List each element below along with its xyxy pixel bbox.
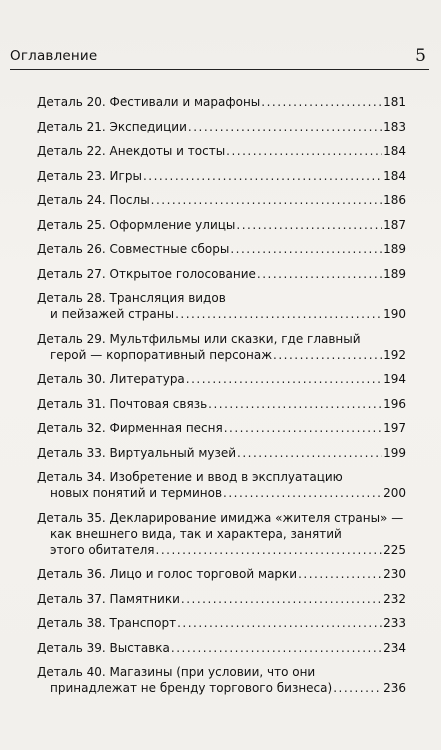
dot-leader xyxy=(143,168,382,184)
toc-entry-page: 236 xyxy=(383,681,406,695)
toc-entry-title-line: Деталь 28. Трансляция видов xyxy=(37,291,226,305)
dot-leader xyxy=(208,396,382,412)
toc-entry xyxy=(37,266,406,282)
dot-leader xyxy=(236,217,382,233)
toc-entry-title: Деталь 22. Анекдоты и тосты xyxy=(37,144,226,158)
toc-entry xyxy=(37,469,406,501)
dot-leader xyxy=(230,241,382,257)
toc-entry-title: Деталь 38. Транспорт xyxy=(37,616,177,630)
toc-entry-title: Деталь 31. Почтовая связь xyxy=(37,396,208,411)
toc-entry-page: 184 xyxy=(383,144,406,158)
toc-entry xyxy=(37,640,406,656)
toc-entry-title-line: новых понятий и терминов xyxy=(50,486,223,500)
dot-leader xyxy=(224,420,382,436)
toc-entry xyxy=(37,143,406,159)
toc-entry-title: Деталь 33. Виртуальный музей xyxy=(37,445,237,460)
toc-entry-title: Деталь 20. Фестивали и марафоны xyxy=(37,95,261,109)
dot-leader xyxy=(257,266,382,282)
toc-entry-page: 184 xyxy=(383,168,406,183)
toc-entry xyxy=(37,290,406,322)
toc-entry-title: Деталь 23. Игры xyxy=(37,168,142,183)
toc-entry-page: 181 xyxy=(383,95,406,109)
toc-entry-title: Деталь 24. Послы xyxy=(37,193,150,207)
dot-leader xyxy=(237,445,382,461)
dot-leader xyxy=(171,640,382,656)
toc-entry-page: 189 xyxy=(383,242,406,256)
toc-entry-title: Деталь 30. Литература xyxy=(37,372,185,386)
header-rule xyxy=(10,69,429,70)
toc-entry xyxy=(37,94,406,110)
toc-entry xyxy=(37,510,406,558)
toc-entry-page: 197 xyxy=(383,421,406,435)
toc-entry-page: 225 xyxy=(383,542,406,557)
toc-entry xyxy=(37,168,406,184)
toc-entry-title-line: Деталь 35. Декларирование имиджа «жителя страны» — xyxy=(37,510,404,525)
toc-entry xyxy=(37,217,406,233)
toc-entry-title: Деталь 36. Лицо и голос торговой марки xyxy=(37,567,298,581)
toc-entry xyxy=(37,331,406,363)
table-of-contents xyxy=(37,94,406,705)
toc-entry-page: 183 xyxy=(383,119,406,134)
toc-entry xyxy=(37,420,406,436)
toc-entry-title-line: принадлежат не бренду торгового бизнеса) xyxy=(50,681,333,695)
toc-entry xyxy=(37,615,406,631)
toc-entry-page: 190 xyxy=(383,307,406,321)
toc-entry-title-line: герой — корпоративный персонаж xyxy=(50,347,273,362)
toc-entry xyxy=(37,664,406,696)
toc-entry-title-line: Деталь 29. Мультфильмы или сказки, где главный xyxy=(37,331,361,346)
toc-entry-page: 194 xyxy=(383,372,406,386)
dot-leader xyxy=(181,591,382,607)
toc-entry-title-line: этого обитателя xyxy=(50,542,155,557)
dot-leader xyxy=(333,680,382,696)
toc-entry xyxy=(37,445,406,461)
dot-leader xyxy=(186,371,382,387)
toc-entry-page: 192 xyxy=(383,347,406,362)
toc-entry-title: Деталь 39. Выставка xyxy=(37,640,170,655)
toc-entry-page: 186 xyxy=(383,193,406,207)
dot-leader xyxy=(177,615,382,631)
toc-entry xyxy=(37,241,406,257)
toc-entry-title-line: как внешнего вида, так и характера, занятий xyxy=(50,526,342,541)
header-title: Оглавление xyxy=(10,48,98,64)
toc-entry-title-line: Деталь 34. Изобретение и ввод в эксплуатацию xyxy=(37,470,343,484)
dot-leader xyxy=(261,94,382,110)
toc-entry-title: Деталь 37. Памятники xyxy=(37,591,180,606)
toc-entry-page: 199 xyxy=(383,445,406,460)
toc-entry-title: Деталь 25. Оформление улицы xyxy=(37,217,236,232)
toc-entry-title-line: Деталь 40. Магазины (при условии, что они xyxy=(37,665,316,679)
dot-leader xyxy=(226,143,382,159)
dot-leader xyxy=(188,119,382,135)
toc-entry xyxy=(37,566,406,582)
dot-leader xyxy=(151,192,382,208)
dot-leader xyxy=(156,542,383,558)
toc-entry-page: 233 xyxy=(383,616,406,630)
toc-entry-page: 230 xyxy=(383,567,406,581)
toc-entry-title-line: и пейзажей страны xyxy=(50,307,175,321)
toc-entry xyxy=(37,591,406,607)
header-page-number: 5 xyxy=(415,46,426,66)
dot-leader xyxy=(223,485,382,501)
dot-leader xyxy=(298,566,382,582)
toc-entry-title: Деталь 27. Открытое голосование xyxy=(37,266,256,281)
running-header xyxy=(10,46,429,68)
toc-entry-page: 189 xyxy=(383,266,406,281)
toc-entry-title: Деталь 26. Совместные сборы xyxy=(37,242,230,256)
toc-entry xyxy=(37,192,406,208)
toc-entry xyxy=(37,119,406,135)
toc-entry xyxy=(37,371,406,387)
toc-entry-page: 200 xyxy=(383,486,406,500)
toc-entry-page: 234 xyxy=(383,640,406,655)
toc-entry-page: 232 xyxy=(383,591,406,606)
dot-leader xyxy=(273,347,382,363)
toc-entry-page: 187 xyxy=(383,217,406,232)
dot-leader xyxy=(175,306,382,322)
toc-entry-title: Деталь 32. Фирменная песня xyxy=(37,421,223,435)
toc-entry-title: Деталь 21. Экспедиции xyxy=(37,119,187,134)
toc-entry-page: 196 xyxy=(383,396,406,411)
toc-entry xyxy=(37,396,406,412)
